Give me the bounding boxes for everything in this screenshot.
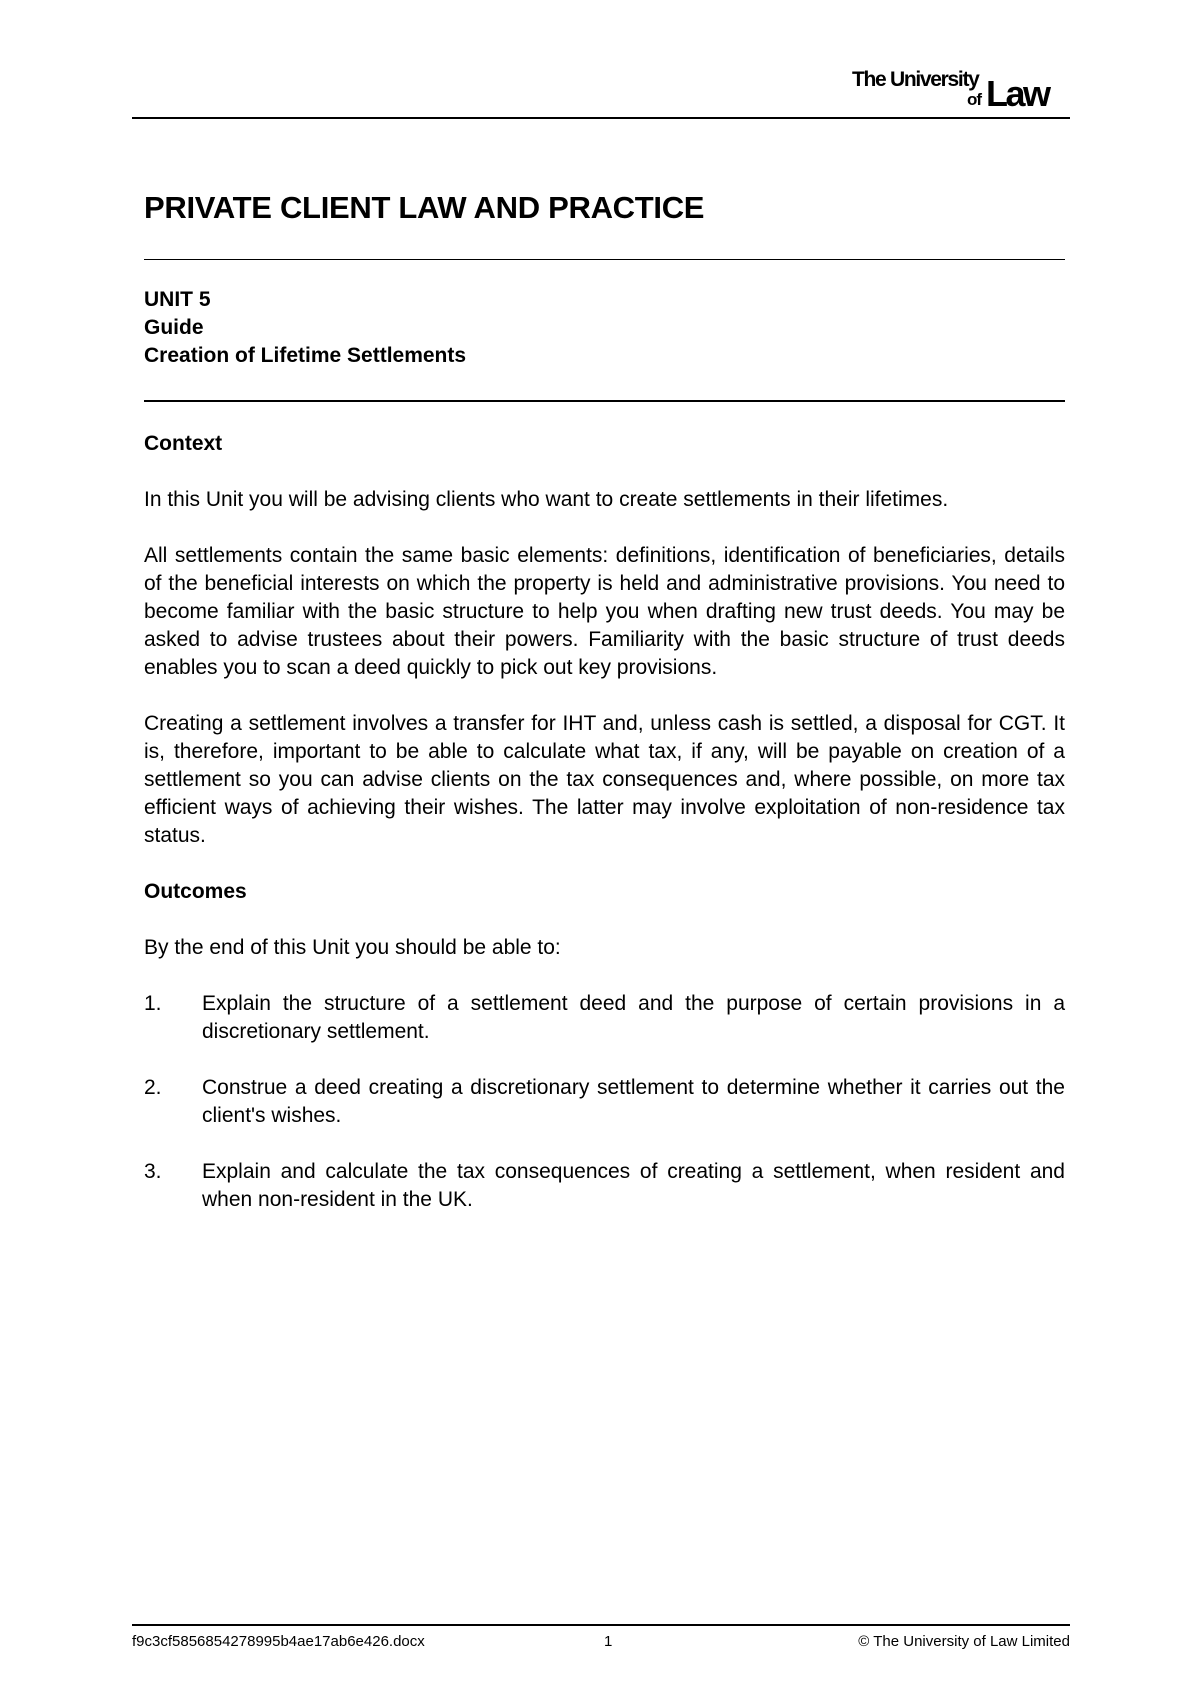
document-title: PRIVATE CLIENT LAW AND PRACTICE xyxy=(144,190,705,225)
unit-info xyxy=(144,286,466,370)
document-body xyxy=(144,430,1065,1214)
footer-copyright: © The University of Law Limited xyxy=(858,1633,1070,1650)
outcomes-intro: By the end of this Unit you should be able to: xyxy=(144,936,561,959)
logo-text-of: of xyxy=(967,90,982,109)
outcome-number: 3. xyxy=(144,1160,162,1183)
footer-divider xyxy=(132,1624,1070,1626)
unit-divider xyxy=(144,400,1065,402)
outcome-item xyxy=(144,1158,1065,1214)
outcome-text: Explain and calculate the tax consequences of creating a settlement, when resident and when non-resident in the UK. xyxy=(202,1160,1065,1211)
unit-name: Creation of Lifetime Settlements xyxy=(144,344,467,367)
unit-type: Guide xyxy=(144,316,204,339)
footer-filename: f9c3cf5856854278995b4ae17ab6e426.docx xyxy=(132,1633,425,1650)
context-paragraph: Creating a settlement involves a transfer for IHT and, unless cash is settled, a disposal for CGT. It is, therefore, important to be able to calculate what tax, if any, will be payable on creation of a settlement so you can advise clients on the tax consequences and, where possible, on more tax efficient ways of achieving their wishes. The latter may involve exploitation of non-residence tax status. xyxy=(144,712,1065,847)
outcome-number: 2. xyxy=(144,1076,162,1099)
logo-text-university: The University xyxy=(852,68,979,91)
outcome-item xyxy=(144,1074,1065,1130)
title-divider xyxy=(144,259,1065,260)
context-paragraph: All settlements contain the same basic elements: definitions, identification of beneficiaries, details of the beneficial interests on which the property is held and administrative provisions. You need to become familiar with the basic structure to help you when drafting new trust deeds. You may be asked to advise trustees about their powers. Familiarity with the basic structure of trust deeds enables you to scan a deed quickly to pick out key provisions. xyxy=(144,544,1065,679)
outcome-text: Construe a deed creating a discretionary settlement to determine whether it carries out the client's wishes. xyxy=(202,1076,1065,1127)
outcome-number: 1. xyxy=(144,992,162,1015)
unit-number: UNIT 5 xyxy=(144,288,211,311)
outcome-text: Explain the structure of a settlement deed and the purpose of certain provisions in a discretionary settlement. xyxy=(202,992,1065,1043)
header-divider xyxy=(132,117,1070,119)
context-paragraph: In this Unit you will be advising clients who want to create settlements in their lifetimes. xyxy=(144,488,949,511)
page-footer xyxy=(132,1633,1070,1655)
context-heading: Context xyxy=(144,432,223,455)
logo-text-law: Law xyxy=(986,73,1049,114)
outcome-item xyxy=(144,990,1065,1046)
university-logo xyxy=(852,66,1062,112)
outcomes-heading: Outcomes xyxy=(144,880,247,903)
footer-page-number: 1 xyxy=(604,1633,613,1650)
